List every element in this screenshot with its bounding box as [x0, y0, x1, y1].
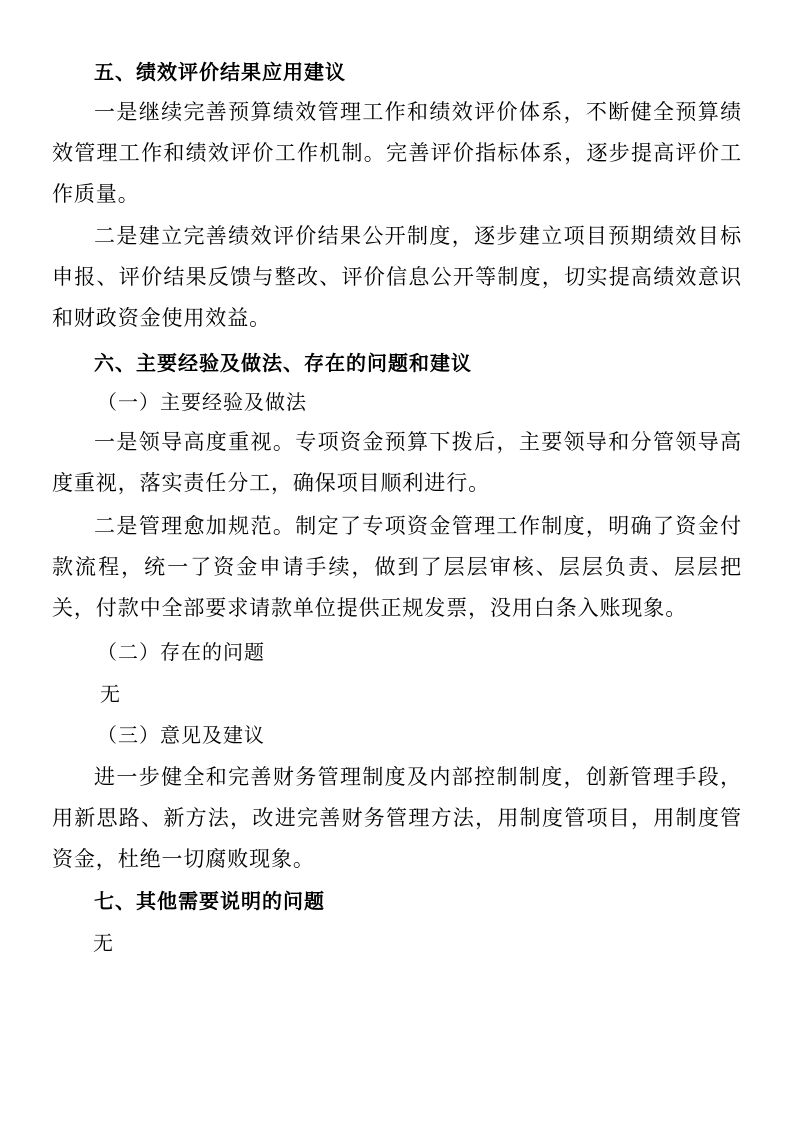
- subsection-3-title: （三）意见及建议: [97, 723, 265, 747]
- subsection-2-title: （二）存在的问题: [97, 640, 265, 664]
- subsection-1-title: （一）主要经验及做法: [97, 390, 307, 414]
- section-7-text: 无: [93, 931, 114, 955]
- section-5-heading: 五、绩效评价结果应用建议: [94, 60, 346, 84]
- section-6-heading: 六、主要经验及做法、存在的问题和建议: [94, 351, 472, 375]
- section-6-paragraph-3: 进一步健全和完善财务管理制度及内部控制制度，创新管理手段，用新思路、新方法，改进完善财务管理方法，用制度管项目，用制度管资金，杜绝一切腐败现象。: [52, 765, 742, 871]
- section-5-paragraph-2: 二是建立完善绩效评价结果公开制度，逐步建立项目预期绩效目标申报、评价结果反馈与整改、评价信息公开等制度，切实提高绩效意识和财政资金使用效益。: [52, 224, 742, 330]
- section-5-paragraph-1: 一是继续完善预算绩效管理工作和绩效评价体系，不断健全预算绩效管理工作和绩效评价工作机制。完善评价指标体系，逐步提高评价工作质量。: [52, 100, 742, 206]
- section-6-paragraph-1: 一是领导高度重视。专项资金预算下拨后，主要领导和分管领导高度重视，落实责任分工，确保项目顺利进行。: [52, 430, 742, 495]
- subsection-2-text: 无: [100, 682, 121, 706]
- section-7-heading: 七、其他需要说明的问题: [94, 889, 325, 913]
- section-6-paragraph-2: 二是管理愈加规范。制定了专项资金管理工作制度，明确了资金付款流程，统一了资金申请手续，做到了层层审核、层层负责、层层把关，付款中全部要求请款单位提供正规发票，没用白条入账现象。: [52, 514, 742, 620]
